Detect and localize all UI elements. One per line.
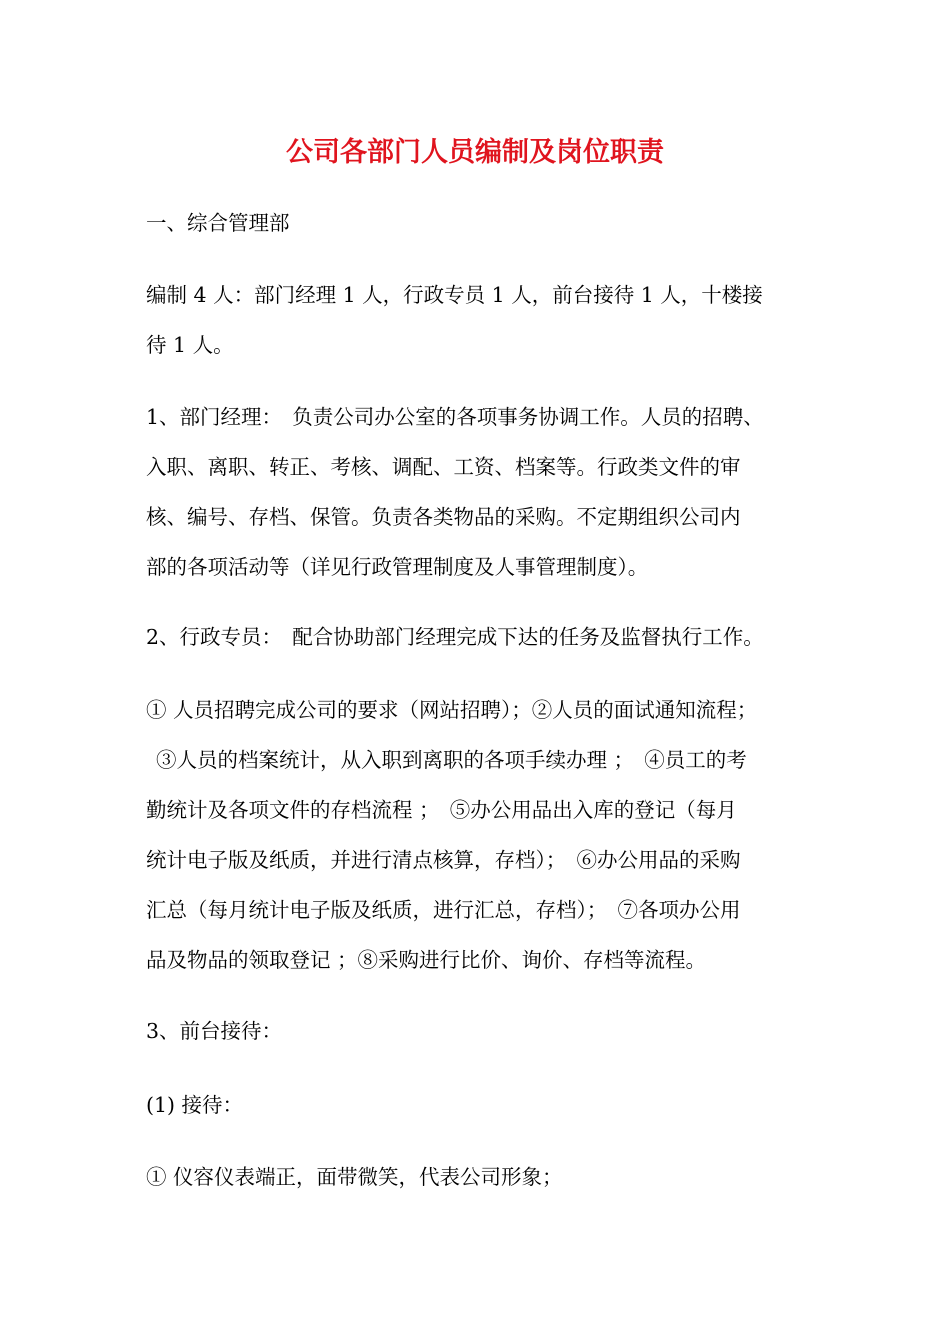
staffing-paragraph — [146, 270, 836, 370]
manager-duties-paragraph — [146, 392, 836, 592]
staffing-line: 待 1 人。 — [146, 333, 234, 357]
reception-sub-heading: (1) 接待： — [146, 1093, 244, 1117]
admin-task-line: 汇总（每月统计电子版及纸质，进行汇总，存档）； ⑦各项办公用 — [146, 898, 741, 922]
admin-specialist-line: 2、行政专员： 配合协助部门经理完成下达的任务及监督执行工作。 — [146, 625, 764, 649]
reception-point: ① 仪容仪表端正，面带微笑，代表公司形象； — [146, 1165, 563, 1189]
reception-heading-paragraph — [146, 1006, 836, 1056]
admin-task-line: ③人员的档案统计，从入职到离职的各项手续办理 ； ④员工的考 — [156, 748, 747, 772]
admin-task-line: 品及物品的领取登记 ；⑧采购进行比价、询价、存档等流程。 — [146, 948, 707, 972]
manager-duties-line: 入职、离职、转正、考核、调配、工资、档案等。行政类文件的审 — [146, 455, 741, 479]
admin-task-line: 统计电子版及纸质，并进行清点核算，存档）； ⑥办公用品的采购 — [146, 848, 741, 872]
admin-task-line: ① 人员招聘完成公司的要求（网站招聘）；②人员的面试通知流程； — [146, 698, 758, 722]
document-title: 公司各部门人员编制及岗位职责 — [286, 137, 664, 168]
reception-point-paragraph — [146, 1152, 836, 1202]
manager-duties-line: 1、部门经理： 负责公司办公室的各项事务协调工作。人员的招聘、 — [146, 405, 764, 429]
manager-duties-line: 部的各项活动等（详见行政管理制度及人事管理制度）。 — [146, 555, 649, 579]
admin-specialist-paragraph — [146, 612, 836, 662]
reception-sub-heading-paragraph — [146, 1080, 836, 1130]
manager-duties-line: 核、编号、存档、保管。负责各类物品的采购。不定期组织公司内 — [146, 505, 741, 529]
admin-tasks-paragraph — [146, 685, 836, 985]
section-heading-text: 一、综合管理部 — [146, 211, 290, 235]
section-heading — [146, 198, 836, 248]
staffing-line: 编制 4 人：部门经理 1 人，行政专员 1 人，前台接待 1 人，十楼接 — [146, 283, 763, 307]
reception-heading: 3、前台接待： — [146, 1019, 283, 1043]
admin-task-line: 勤统计及各项文件的存档流程 ； ⑤办公用品出入库的登记（每月 — [146, 798, 737, 822]
